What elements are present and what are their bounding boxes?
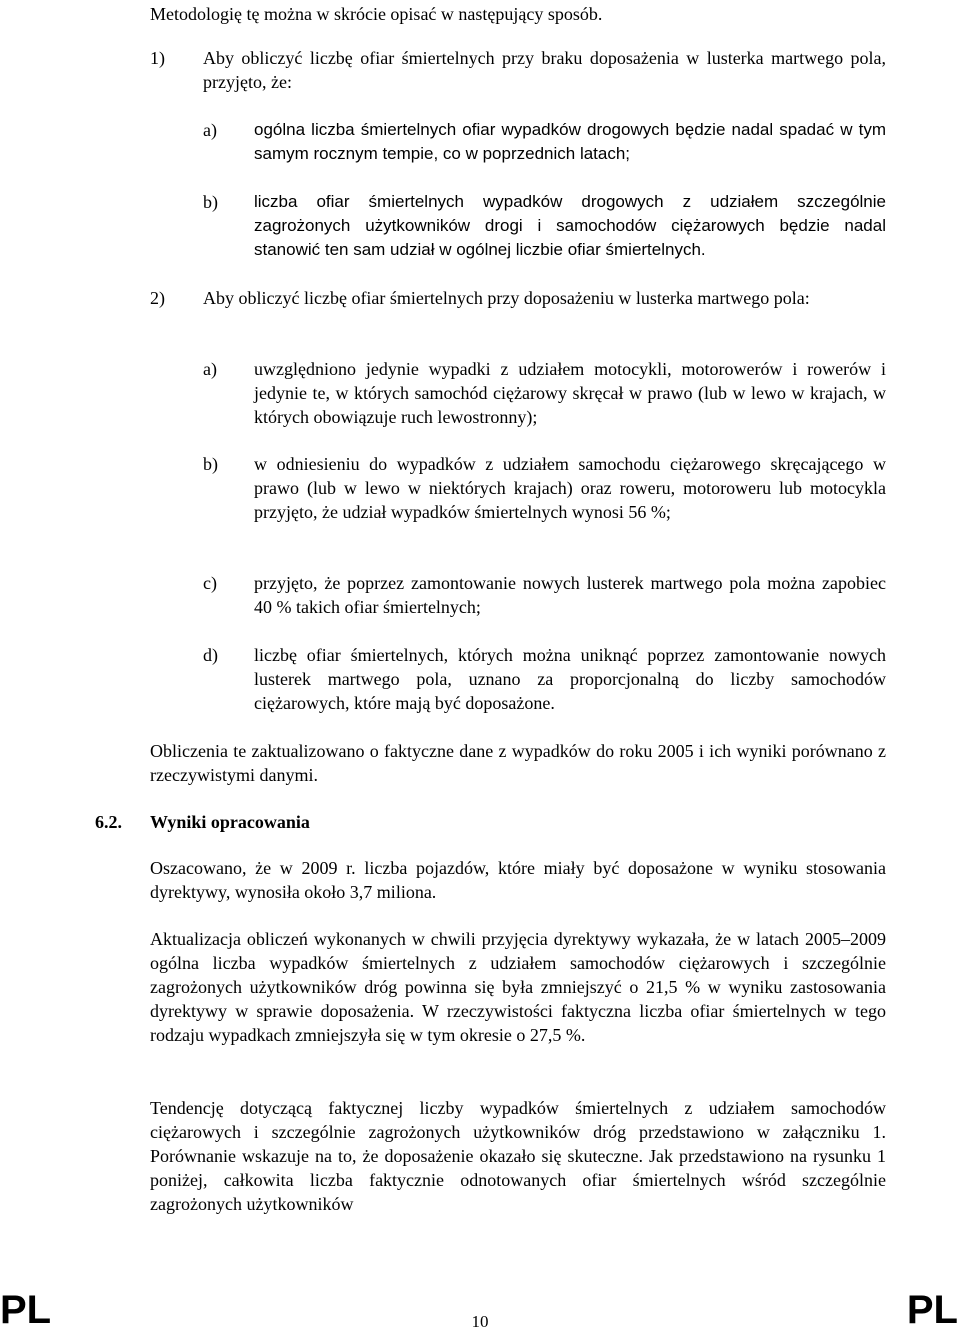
item-2b-label: b) [203,454,218,474]
paragraph-2: Aktualizacja obliczeń wykonanych w chwili przyjęcia dyrektywy wykazała, że w latach 2005–2009 ogólna liczba wypadków śmiertelnych z udziałem samochodów ciężarowych i szczególnie zagrożonych użytkowników dróg powinna się była zmniejszyć o 21,5 % w wyniku zastosowania dyrektywy w sprawie doposażenia. W rzeczywistości faktyczna liczba ofiar śmiertelnych w tego rodzaju wypadkach zmniejszyła się w tym okresie o 27,5 %. [150,929,886,1045]
item-1b-label: b) [203,192,218,212]
section1-text: Aby obliczyć liczbę ofiar śmiertelnych przy braku doposażenia w lusterka martwego pola, przyjęto, że: [203,48,886,92]
footer-language-left: PL [0,1288,52,1332]
list-number-1: 1) [150,48,165,68]
item-1b-text: liczba ofiar śmiertelnych wypadków drogowych z udziałem szczególnie zagrożonych użytkowników drogi i samochodów ciężarowych będzie nadal stanowić ten sam udział w ogólnej liczbie ofiar śmiertelnych. [254,192,886,259]
item-2d-label: d) [203,645,218,665]
section-title: Wyniki opracowania [150,812,310,832]
item-2a-label: a) [203,359,217,379]
closing-paragraph: Obliczenia te zaktualizowano o faktyczne dane z wypadków do roku 2005 i ich wyniki porównano z rzeczywistymi danymi. [150,741,886,785]
intro-sentence: Metodologię tę można w skrócie opisać w następujący sposób. [150,4,603,24]
list-number-2: 2) [150,288,165,308]
paragraph-3: Tendencję dotyczącą faktycznej liczby wypadków śmiertelnych z udziałem samochodów ciężarowych i szczególnie zagrożonych użytkowników dróg przedstawiono w załączniku 1. Porównanie wskazuje na to, że doposażenie okazało się skuteczne. Jak przedstawiono na rysunku 1 poniżej, całkowita liczba faktycznie odnotowanych ofiar śmiertelnych wśród szczególnie zagrożonych użytkowników [150,1098,886,1214]
page-number: 10 [471,1312,489,1331]
paragraph-1: Oszacowano, że w 2009 r. liczba pojazdów, które miały być doposażone w wyniku stosowania dyrektywy, wynosiła około 3,7 miliona. [150,858,886,902]
item-2c-label: c) [203,573,217,593]
footer-language-right: PL [906,1288,958,1332]
item-1a-label: a) [203,120,217,140]
section-number: 6.2. [95,812,122,832]
item-2c-text: przyjęto, że poprzez zamontowanie nowych lusterek martwego pola można zapobiec 40 % takich ofiar śmiertelnych; [254,573,886,617]
section2-text: Aby obliczyć liczbę ofiar śmiertelnych przy doposażeniu w lusterka martwego pola: [203,288,810,308]
item-2b-text: w odniesieniu do wypadków z udziałem samochodu ciężarowego skręcającego w prawo (lub w lewo w niektórych krajach) oraz roweru, motoroweru lub motocykla przyjęto, że udział wypadków śmiertelnych wynosi 56 %; [254,454,886,522]
item-2d-text: liczbę ofiar śmiertelnych, których można uniknąć poprzez zamontowanie nowych lusterek martwego pola, uznano za proporcjonalną do liczby samochodów ciężarowych, które mają być doposażone. [254,645,886,713]
item-1a-text: ogólna liczba śmiertelnych ofiar wypadków drogowych będzie nadal spadać w tym samym rocznym tempie, co w poprzednich latach; [254,120,886,163]
item-2a-text: uwzględniono jedynie wypadki z udziałem motocykli, motorowerów i rowerów i jedynie te, w których samochód ciężarowy skręcał w prawo (lub w lewo w krajach, w których obowiązuje ruch lewostronny); [254,359,886,427]
